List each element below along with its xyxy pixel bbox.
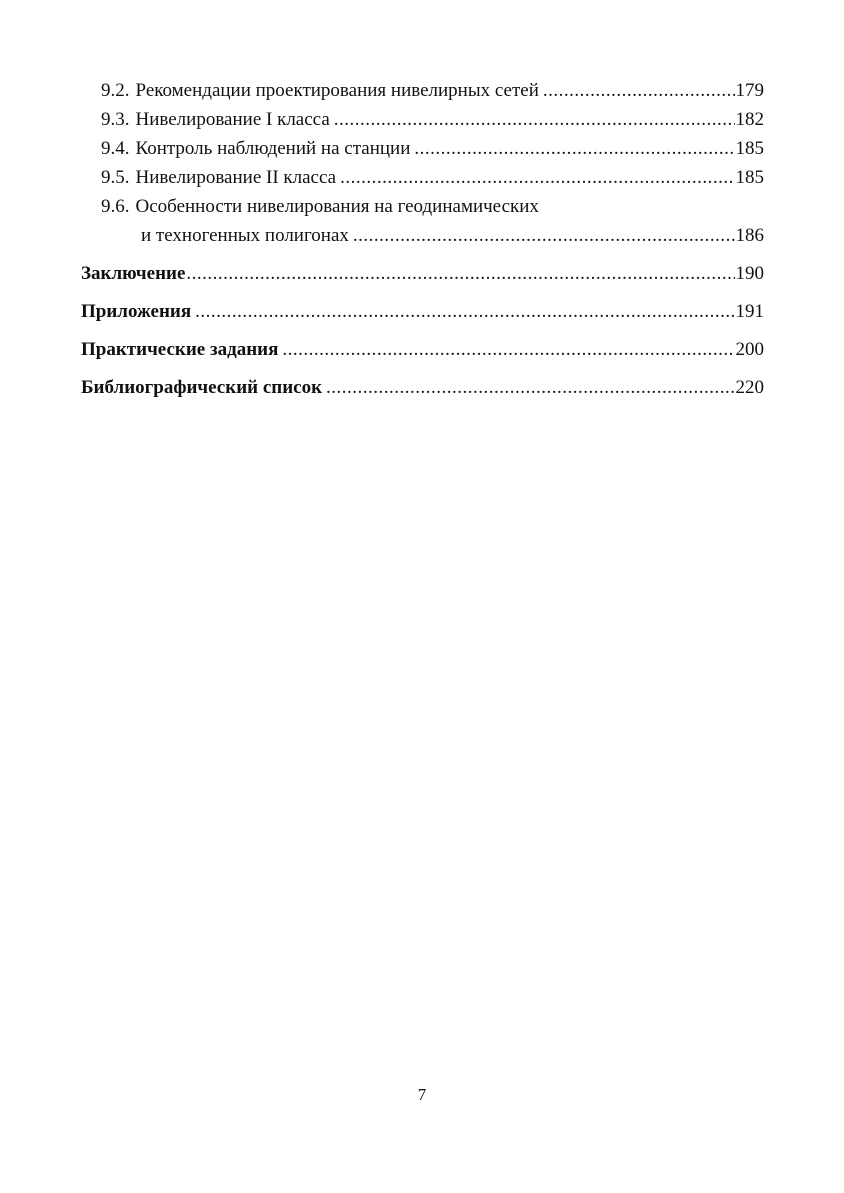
toc-entry-9-2[interactable] xyxy=(81,76,764,105)
toc-entry-text: Контроль наблюдений на станции xyxy=(135,138,411,159)
dot-leader xyxy=(340,163,734,192)
dot-leader xyxy=(414,134,734,163)
toc-entry-text: Особенности нивелирования на геодинамических xyxy=(135,196,539,217)
toc-entry-9-3[interactable] xyxy=(81,105,764,134)
toc-entry-page: 220 xyxy=(735,377,764,398)
toc-entry-page: 185 xyxy=(735,167,764,188)
toc-entry-title xyxy=(101,163,336,192)
toc-entry-9-5[interactable] xyxy=(81,163,764,192)
dot-leader xyxy=(282,335,734,364)
toc-entry-number: 9.2. xyxy=(101,80,130,101)
toc-entry-title: Приложения xyxy=(81,301,192,322)
toc-entry-text: Рекомендации проектирования нивелирных сетей xyxy=(135,80,539,101)
toc-entry-title: Заключение xyxy=(81,263,186,284)
toc-entry-conclusion[interactable] xyxy=(81,259,764,288)
dot-leader xyxy=(334,105,735,134)
toc-entry-number: 9.4. xyxy=(101,138,130,159)
toc-entry-appendices[interactable] xyxy=(81,297,764,326)
dot-leader xyxy=(195,297,734,326)
toc-entry-page: 190 xyxy=(735,263,764,284)
toc-entry-text: Нивелирование II класса xyxy=(135,167,337,188)
toc-entry-title: Библиографический список xyxy=(81,377,323,398)
toc-entry-page: 185 xyxy=(735,138,764,159)
toc-entry-title xyxy=(101,134,410,163)
toc-entry-page: 186 xyxy=(735,225,764,246)
toc-entry-title xyxy=(101,105,330,134)
table-of-contents xyxy=(81,76,764,402)
dot-leader xyxy=(326,373,734,402)
toc-entry-number: 9.6. xyxy=(101,196,130,217)
toc-entry-practical-tasks[interactable] xyxy=(81,335,764,364)
toc-entry-page: 182 xyxy=(735,109,764,130)
toc-entry-page: 191 xyxy=(735,301,764,322)
dot-leader xyxy=(543,76,735,105)
toc-entry-page: 200 xyxy=(735,339,764,360)
toc-entry-9-6-line2[interactable] xyxy=(81,221,764,250)
toc-entry-text: Нивелирование I класса xyxy=(135,109,330,130)
toc-entry-title: Практические задания xyxy=(81,339,279,360)
dot-leader xyxy=(186,259,734,288)
toc-entry-number: 9.5. xyxy=(101,167,130,188)
toc-entry-title: и техногенных полигонах xyxy=(141,225,349,246)
toc-entry-title xyxy=(101,76,539,105)
toc-entry-page: 179 xyxy=(735,80,764,101)
toc-entry-bibliography[interactable] xyxy=(81,373,764,402)
toc-entry-9-4[interactable] xyxy=(81,134,764,163)
toc-entry-number: 9.3. xyxy=(101,109,130,130)
toc-entry-9-6-line1[interactable] xyxy=(81,192,764,221)
dot-leader xyxy=(353,221,735,250)
page-number: 7 xyxy=(417,1085,427,1104)
